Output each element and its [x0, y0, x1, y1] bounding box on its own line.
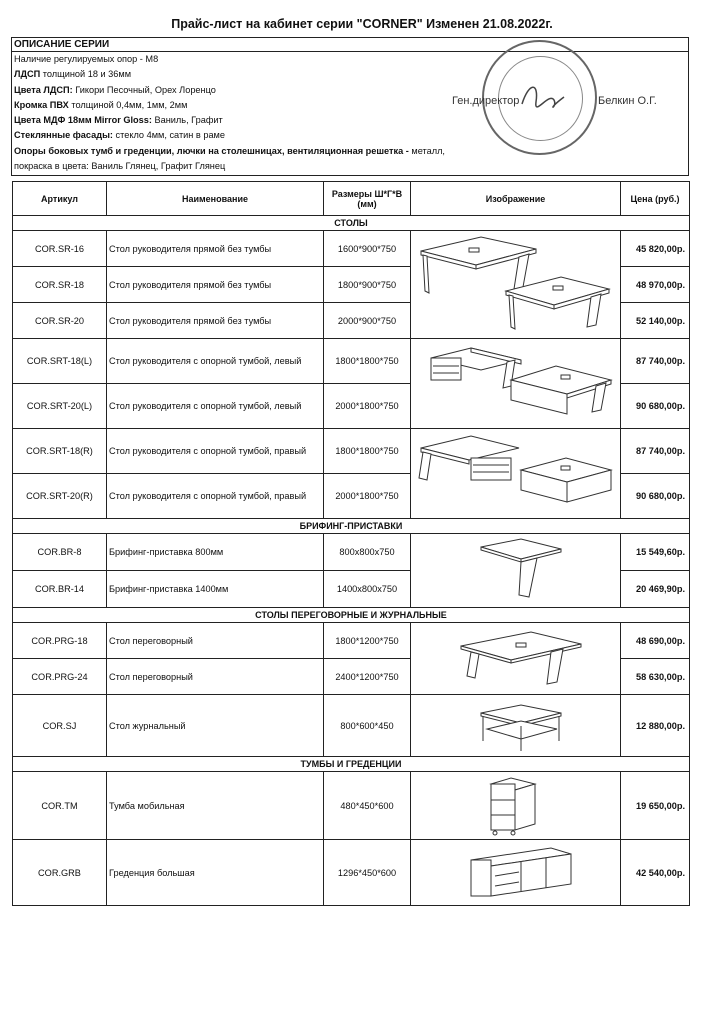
description-line: Стеклянные фасады: стекло 4мм, сатин в раме — [14, 130, 225, 141]
col-article: Артикул — [13, 182, 107, 216]
credenza-drawing — [411, 842, 619, 904]
desk-straight-drawing — [411, 233, 619, 337]
table-row: COR.BR-14 Брифинг-приставка 1400мм 1400x800x750 20 469,90р. — [13, 571, 690, 608]
table-row: COR.SRT-20(L) Стол руководителя с опорной тумбой, левый 2000*1800*750 90 680,00р. — [13, 384, 690, 429]
product-image — [411, 623, 621, 695]
mobile-pedestal-drawing — [411, 774, 619, 838]
col-dims: Размеры Ш*Г*В (мм) — [324, 182, 411, 216]
table-row: COR.SR-18 Стол руководителя прямой без тумбы 1800*900*750 48 970,00р. — [13, 267, 690, 303]
briefing-drawing — [411, 535, 619, 607]
description-header: ОПИСАНИЕ СЕРИИ — [12, 38, 688, 52]
section-row: БРИФИНГ-ПРИСТАВКИ — [13, 519, 690, 534]
table-row: COR.SR-20 Стол руководителя прямой без тумбы 2000*900*750 52 140,00р. — [13, 303, 690, 339]
price-table — [12, 181, 690, 906]
description-line: Опоры боковых тумб и греденции, лючки на столешницах, вентиляционная решетка - металл, — [14, 145, 445, 156]
meeting-table-drawing — [411, 624, 619, 694]
description-line: Кромка ПВХ толщиной 0,4мм, 1мм, 2мм — [14, 99, 188, 110]
signature-role: Ген.директор — [452, 95, 520, 107]
section-row: ТУМБЫ И ГРЕДЕНЦИИ — [13, 757, 690, 772]
description-line: Наличие регулируемых опор - М8 — [14, 54, 159, 64]
description-line: Цвета ЛДСП: Гикори Песочный, Орех Лоренцо — [14, 84, 216, 95]
table-row: COR.SRT-18(R) Стол руководителя с опорной тумбой, правый 1800*1800*750 87 740,00р. — [13, 429, 690, 474]
product-image — [411, 339, 621, 429]
description-line: покраска в цвета: Ваниль Глянец, Графит Глянец — [14, 161, 226, 172]
table-row: COR.PRG-18 Стол переговорный 1800*1200*750 48 690,00р. — [13, 623, 690, 659]
col-name: Наименование — [107, 182, 324, 216]
table-row: COR.TM Тумба мобильная 480*450*600 19 650,00р. — [13, 772, 690, 840]
col-image: Изображение — [411, 182, 621, 216]
desk-left-drawing — [411, 340, 619, 428]
page-title: Прайс-лист на кабинет серии "CORNER" Изменен 21.08.2022г. — [171, 17, 553, 31]
table-row: COR.SRT-18(L) Стол руководителя с опорной тумбой, левый 1800*1800*750 87 740,00р. — [13, 339, 690, 384]
coffee-table-drawing — [411, 697, 619, 755]
table-row: COR.BR-8 Брифинг-приставка 800мм 800x800x750 15 549,60р. — [13, 534, 690, 571]
table-row: COR.SJ Стол журнальный 800*600*450 12 880,00р. — [13, 695, 690, 757]
table-row: COR.PRG-24 Стол переговорный 2400*1200*750 58 630,00р. — [13, 659, 690, 695]
col-price: Цена (руб.) — [621, 182, 690, 216]
desk-right-drawing — [411, 430, 619, 518]
description-line: Цвета МДФ 18мм Mirror Gloss: Ваниль, Графит — [14, 115, 223, 126]
product-image — [411, 534, 621, 608]
section-row: СТОЛЫ — [13, 216, 690, 231]
table-row: COR.SR-16 Стол руководителя прямой без тумбы 1600*900*750 45 820,00р. — [13, 231, 690, 267]
product-image — [411, 840, 621, 906]
product-image — [411, 772, 621, 840]
product-image — [411, 231, 621, 339]
section-row: СТОЛЫ ПЕРЕГОВОРНЫЕ И ЖУРНАЛЬНЫЕ — [13, 608, 690, 623]
signature-name: Белкин О.Г. — [598, 95, 657, 107]
description-line: ЛДСП толщиной 18 и 36мм — [14, 69, 132, 80]
product-image — [411, 695, 621, 757]
product-image — [411, 429, 621, 519]
table-row: COR.SRT-20(R) Стол руководителя с опорной тумбой, правый 2000*1800*750 90 680,00р. — [13, 474, 690, 519]
table-header-row — [13, 182, 690, 216]
table-row: COR.GRB Греденция большая 1296*450*600 42 540,00р. — [13, 840, 690, 906]
